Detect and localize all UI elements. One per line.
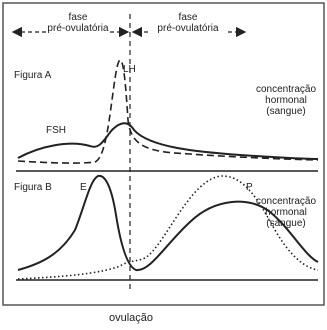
diagram-frame <box>3 3 324 305</box>
ovulation-label: ovulação <box>108 312 154 324</box>
figure-a-right-line-1: concentração <box>255 84 317 95</box>
figure-b-title: Figura B <box>14 182 52 193</box>
p-label: P <box>246 182 253 193</box>
fsh-label: FSH <box>46 125 66 136</box>
figure-b-right-line-3: (sangue) <box>266 218 306 229</box>
figure-b-right-line-1: concentração <box>255 196 317 207</box>
left-phase-line-1: fase <box>68 12 88 23</box>
right-phase-line-2: pré-ovulatória <box>157 23 219 34</box>
figure-a-right-line-3: (sangue) <box>266 106 306 117</box>
figure-b-right-label <box>248 196 324 229</box>
left-phase-line-2: pré-ovulatória <box>47 23 109 34</box>
left-phase-label <box>36 12 120 34</box>
right-phase-label <box>146 12 230 34</box>
figure-a-title: Figura A <box>14 70 52 81</box>
right-phase-line-1: fase <box>178 12 198 23</box>
figure-b-right-line-2: hormonal <box>265 207 307 218</box>
figure-a-right-label <box>248 84 324 117</box>
figure-a-right-line-2: hormonal <box>265 95 307 106</box>
lh-label: LH <box>123 64 136 75</box>
e-label: E <box>80 182 87 193</box>
